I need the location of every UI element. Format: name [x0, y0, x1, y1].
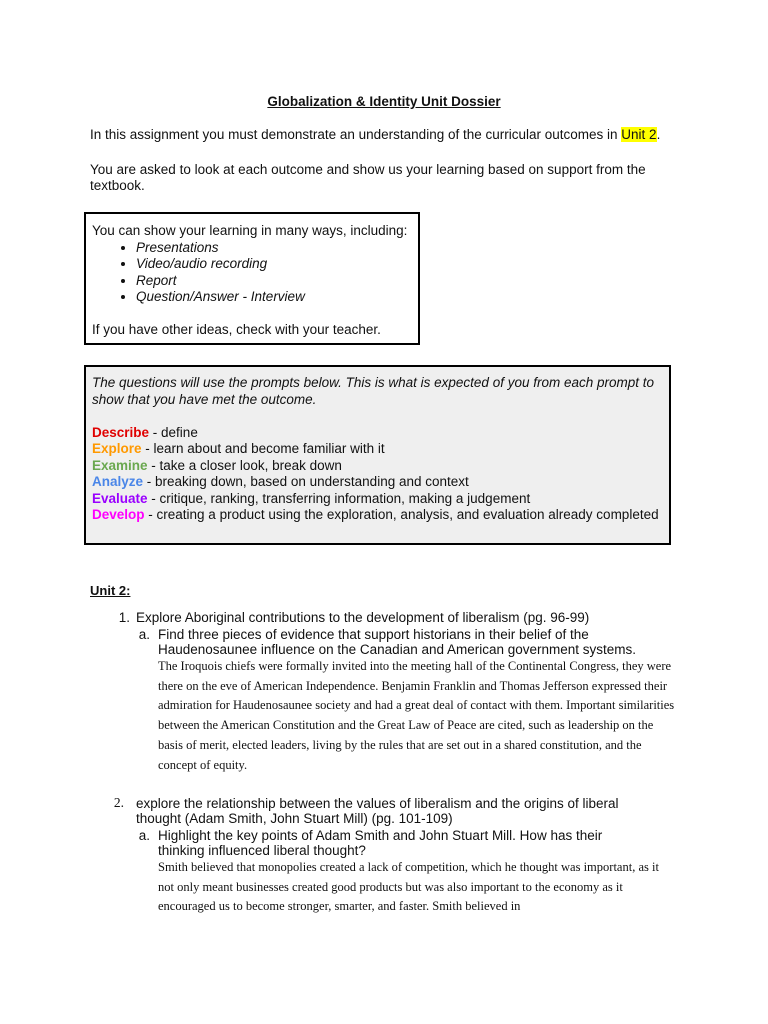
- prompt-desc: - define: [149, 424, 198, 440]
- unit-heading: Unit 2:: [90, 583, 131, 598]
- prompt-keyword: Explore: [92, 441, 142, 456]
- ways-list: [92, 240, 412, 306]
- outcome-number: 2.: [113, 795, 124, 810]
- prompt-desc: - take a closer look, break down: [147, 457, 342, 473]
- prompt-desc: - breaking down, based on understanding and context: [143, 474, 469, 489]
- prompt-keyword: Describe: [92, 424, 150, 440]
- ways-heading: You can show your learning in many ways, including:: [92, 223, 408, 238]
- intro-text: In this assignment you must demonstrate an understanding of the curricular outcomes in: [90, 127, 622, 142]
- prompt-desc: - learn about and become familiar with it: [141, 441, 385, 456]
- answer-text: The Iroquois chiefs were formally invited into the meeting hall of the Continental Congress, they were there on the eve of American Independence. Benjamin Franklin and Thomas Jefferson expressed their admiration for Haudenosaunee society and had a great deal of contact with them. Important similarities between the American Constitution and the Great Law of Peace are cited, such as leadership on the basis of merit, elected leaders, living by the rules that are set out in a shared constitution, and the concept of equity.: [158, 659, 675, 772]
- prompt-keyword: Analyze: [92, 474, 144, 489]
- prompt-row: [92, 507, 663, 524]
- ways-item: • Video/audio recording: [136, 256, 412, 273]
- document-title: Globalization & Identity Unit Dossier: [267, 94, 501, 109]
- ways-footer: If you have other ideas, check with your teacher.: [92, 322, 381, 337]
- sub-question: Find three pieces of evidence that support historians in their belief of the Haudenosaunee influence on the Canadian and American government systems.: [158, 627, 637, 657]
- prompt-row: [92, 474, 663, 491]
- answer-text: Smith believed that monopolies created a lack of competition, which he thought was important, as it not only meant businesses created good products but was also important to the economy as it encouraged us to become stronger, smarter, and faster. Smith believed in: [158, 860, 659, 914]
- outcome-number: 1.: [118, 610, 130, 625]
- outcome-text: Explore Aboriginal contributions to the development of liberalism (pg. 96-99): [136, 610, 590, 625]
- prompt-keyword: Develop: [92, 507, 145, 522]
- intro-period: .: [656, 127, 661, 142]
- intro-paragraph: [90, 127, 680, 143]
- prompt-keyword: Evaluate: [92, 490, 148, 506]
- prompt-row: [92, 458, 663, 475]
- sub-letter: a.: [138, 627, 150, 642]
- prompts-box: [84, 365, 671, 545]
- instructions-paragraph: You are asked to look at each outcome and show us your learning based on support from the textbook.: [90, 162, 646, 193]
- prompt-row: [92, 425, 663, 442]
- prompt-desc: - creating a product using the exploration, analysis, and evaluation already completed: [144, 507, 659, 522]
- ways-item: • Report: [136, 273, 412, 290]
- ways-item: • Question/Answer - Interview: [136, 289, 412, 306]
- sub-letter: a.: [138, 828, 150, 843]
- sub-question: Highlight the key points of Adam Smith and John Stuart Mill. How has their thinking influenced liberal thought?: [158, 828, 603, 858]
- outcome-text: explore the relationship between the values of liberalism and the origins of liberal thought (Adam Smith, John Stuart Mill) (pg. 101-109): [136, 796, 619, 826]
- ways-box: [84, 212, 420, 345]
- unit-highlight: Unit 2: [621, 127, 657, 142]
- prompt-row: [92, 441, 663, 458]
- prompt-row: [92, 491, 663, 508]
- prompt-desc: - critique, ranking, transferring information, making a judgement: [147, 490, 531, 506]
- prompts-intro: The questions will use the prompts below. This is what is expected of you from each prompt to show that you have met the outcome.: [92, 375, 655, 407]
- prompt-keyword: Examine: [92, 457, 148, 473]
- ways-item: • Presentations: [136, 240, 412, 257]
